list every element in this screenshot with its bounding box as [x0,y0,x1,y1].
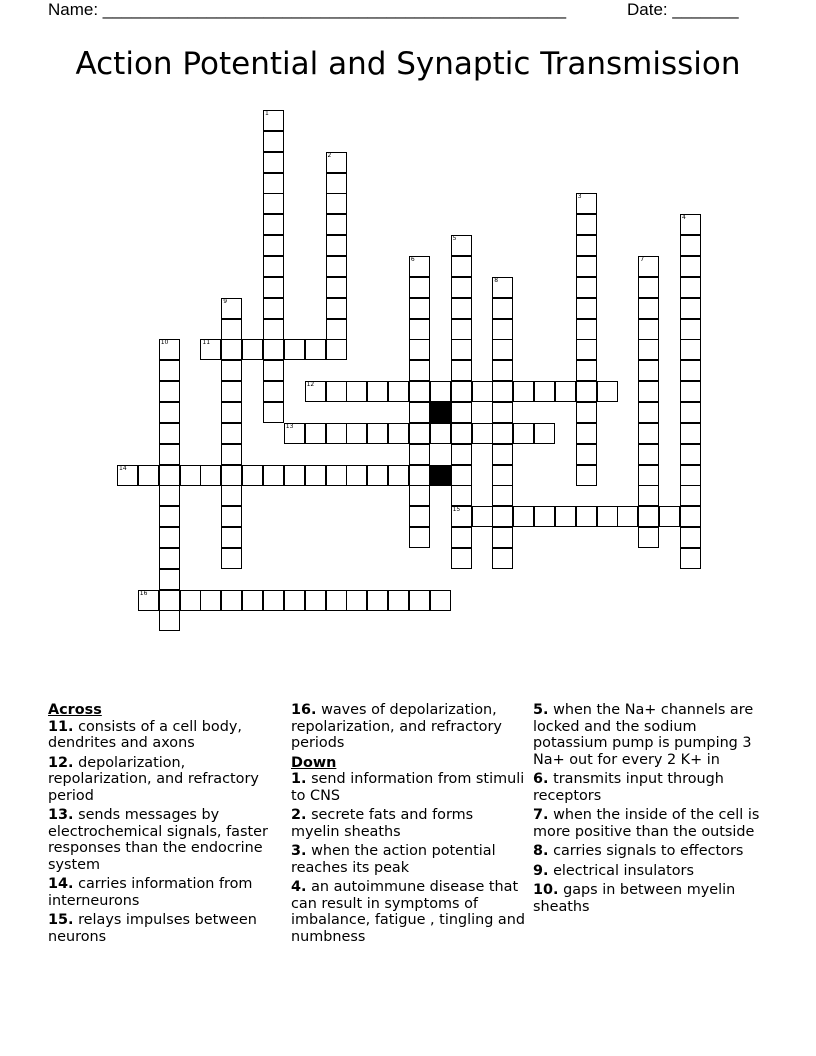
crossword-cell[interactable] [430,423,451,444]
across-clue-16 [291,702,525,752]
down-clue-5 [533,702,767,768]
crossword-cell[interactable] [263,152,284,173]
crossword-cell[interactable] [680,444,701,465]
crossword-cell[interactable] [409,277,430,298]
crossword-cell[interactable] [534,423,555,444]
crossword-cell[interactable] [451,527,472,548]
crossword-cell[interactable] [326,423,347,444]
clue-number-label: 7 [640,256,645,263]
crossword-cell[interactable] [305,465,326,486]
crossword-cell[interactable] [326,214,347,235]
clue-number-label: 2 [327,151,332,159]
clue-number: 14. [48,876,74,892]
crossword-cell[interactable] [534,381,555,402]
crossword-cell[interactable] [305,590,326,611]
crossword-cell[interactable] [576,214,597,235]
crossword-cell[interactable] [221,381,242,402]
crossword-cell[interactable] [221,444,242,465]
crossword-cell[interactable] [492,485,513,506]
crossword-cell[interactable] [159,339,180,360]
crossword-cell[interactable] [451,256,472,277]
crossword-cell[interactable] [638,465,659,486]
clue-number: 12. [48,754,74,771]
crossword-cell[interactable] [451,506,472,527]
crossword-block [430,465,451,486]
crossword-cell[interactable] [680,298,701,319]
crossword-cell[interactable] [451,465,472,486]
crossword-cell[interactable] [326,381,347,402]
clue-text: secrete fats and forms myelin sheaths [291,807,474,840]
clue-text: when the action potential reaches its peak [291,843,496,876]
crossword-cell[interactable] [346,465,367,486]
crossword-cell[interactable] [159,527,180,548]
across-clue-11 [48,719,282,752]
crossword-cell[interactable] [513,506,534,527]
crossword-cell[interactable] [409,485,430,506]
clue-number-label: 11 [202,339,211,347]
crossword-cell[interactable] [388,465,409,486]
crossword-cell[interactable] [659,506,680,527]
down-clue-8 [533,843,767,860]
crossword-cell[interactable] [221,506,242,527]
crossword-cell[interactable] [492,277,513,298]
crossword-cell[interactable] [576,360,597,381]
clue-number-label: 14 [119,464,127,472]
crossword-cell[interactable] [409,465,430,486]
crossword-cell[interactable] [305,423,326,444]
crossword-cell[interactable] [680,360,701,381]
clue-number: 15. [48,912,74,928]
crossword-cell[interactable] [492,506,513,527]
crossword-cell[interactable] [409,360,430,381]
crossword-cell[interactable] [326,152,347,173]
crossword-cell[interactable] [263,173,284,194]
clue-number: 16. [291,702,317,718]
crossword-cell[interactable] [576,319,597,340]
down-clue-9 [533,863,767,880]
crossword-cell[interactable] [680,277,701,298]
clue-number: 3. [291,843,307,859]
crossword-cell[interactable] [492,423,513,444]
clue-text: consists of a cell body, dendrites and axons [48,718,242,751]
crossword-cell[interactable] [263,465,284,486]
crossword-cell[interactable] [680,548,701,569]
crossword-cell[interactable] [492,298,513,319]
crossword-cell[interactable] [492,381,513,402]
crossword-cell[interactable] [513,423,534,444]
clue-number-label: 1 [265,110,269,117]
crossword-cell[interactable] [263,131,284,152]
crossword-cell[interactable] [680,381,701,402]
clue-number: 10. [533,882,559,898]
clue-text: when the inside of the cell is more positive than the outside [533,807,760,840]
crossword-cell[interactable] [221,339,242,360]
crossword-cell[interactable] [284,423,305,444]
crossword-cell[interactable] [242,465,263,486]
crossword-cell[interactable] [263,256,284,277]
down-clue-3 [291,843,525,876]
crossword-cell[interactable] [159,444,180,465]
crossword-cell[interactable] [597,506,618,527]
clue-number-label: 8 [494,276,499,284]
clue-text: sends messages by electrochemical signals, faster responses than the endocrine system [48,807,268,873]
crossword-cell[interactable] [492,465,513,486]
clue-text: carries signals to effectors [553,843,744,859]
crossword-cell[interactable] [576,277,597,298]
crossword-cell[interactable] [430,590,451,611]
crossword-cell[interactable] [180,465,201,486]
crossword-cell[interactable] [117,465,138,486]
crossword-cell[interactable] [534,506,555,527]
clue-number-label: 10 [160,339,169,347]
crossword-cell[interactable] [409,402,430,423]
crossword-cell[interactable] [576,465,597,486]
crossword-cell[interactable] [200,339,221,360]
clue-number: 7. [533,807,549,823]
crossword-cell[interactable] [326,256,347,277]
crossword-cell[interactable] [242,590,263,611]
crossword-cell[interactable] [284,339,305,360]
crossword-cell[interactable] [200,590,221,611]
crossword-cell[interactable] [576,193,597,214]
crossword-cell[interactable] [367,465,388,486]
clue-number-label: 3 [577,193,582,201]
crossword-cell[interactable] [451,485,472,506]
crossword-cell[interactable] [409,381,430,402]
crossword-cell[interactable] [638,506,659,527]
crossword-cell[interactable] [451,277,472,298]
crossword-cell[interactable] [159,590,180,611]
clue-number: 11. [48,718,74,735]
clue-number-label: 4 [682,214,686,222]
crossword-cell[interactable] [638,444,659,465]
crossword-cell[interactable] [159,569,180,590]
crossword-cell[interactable] [680,214,701,235]
crossword-cell[interactable] [263,193,284,214]
crossword-cell[interactable] [221,423,242,444]
crossword-cell[interactable] [221,590,242,611]
crossword-cell[interactable] [221,319,242,340]
crossword-cell[interactable] [263,319,284,340]
crossword-cell[interactable] [680,402,701,423]
crossword-cell[interactable] [576,444,597,465]
crossword-cell[interactable] [576,256,597,277]
crossword-cell[interactable] [346,381,367,402]
crossword-cell[interactable] [513,381,534,402]
name-field-label: Name: _________________________________________________ [48,0,567,19]
crossword-cell[interactable] [221,465,242,486]
crossword-cell[interactable] [638,256,659,277]
across-clue-13 [48,807,282,873]
crossword-cell[interactable] [326,277,347,298]
crossword-cell[interactable] [326,319,347,340]
crossword-cell[interactable] [472,423,493,444]
clue-text: relays impulses between neurons [48,912,257,945]
crossword-cell[interactable] [409,298,430,319]
clue-number-label: 5 [452,235,457,243]
crossword-cell[interactable] [472,381,493,402]
crossword-cell[interactable] [409,506,430,527]
crossword-cell[interactable] [221,548,242,569]
crossword-cell[interactable] [263,590,284,611]
crossword-cell[interactable] [388,423,409,444]
crossword-cell[interactable] [638,527,659,548]
down-clue-1 [291,771,525,804]
down-heading: Down [291,754,337,771]
across-heading: Across [48,702,102,718]
crossword-cell[interactable] [409,256,430,277]
crossword-cell[interactable] [576,235,597,256]
crossword-cell[interactable] [680,319,701,340]
crossword-cell[interactable] [409,423,430,444]
crossword-cell[interactable] [451,235,472,256]
crossword-cell[interactable] [680,339,701,360]
crossword-cell[interactable] [638,298,659,319]
crossword-cell[interactable] [638,339,659,360]
crossword-cell[interactable] [367,423,388,444]
down-clue-2 [291,807,525,840]
crossword-cell[interactable] [409,319,430,340]
crossword-cell[interactable] [326,235,347,256]
crossword-cell[interactable] [451,423,472,444]
clue-text: send information from stimuli to CNS [291,771,525,804]
clue-number-label: 15 [452,506,461,514]
clues-column-1 [48,702,282,948]
clue-number: 6. [533,771,549,787]
crossword-cell[interactable] [159,381,180,402]
crossword-cell[interactable] [576,298,597,319]
crossword-cell[interactable] [409,339,430,360]
crossword-cell[interactable] [492,444,513,465]
down-clue-10 [533,882,767,915]
clue-number: 9. [533,862,549,879]
crossword-cell[interactable] [159,610,180,631]
clue-number-label: 6 [410,256,415,263]
crossword-cell[interactable] [159,485,180,506]
crossword-cell[interactable] [680,527,701,548]
clue-number-label: 16 [139,589,148,597]
crossword-cell[interactable] [326,590,347,611]
crossword-cell[interactable] [367,381,388,402]
crossword-cell[interactable] [263,214,284,235]
crossword-cell[interactable] [326,193,347,214]
crossword-cell[interactable] [263,360,284,381]
clue-number-label: 9 [223,297,228,305]
crossword-cell[interactable] [221,402,242,423]
clue-text: electrical insulators [553,862,694,879]
crossword-cell[interactable] [388,590,409,611]
crossword-cell[interactable] [638,423,659,444]
crossword-cell[interactable] [159,402,180,423]
across-clue-15 [48,912,282,945]
crossword-cell[interactable] [367,590,388,611]
clue-text: when the Na+ channels are locked and the sodium potassium pump is pumping 3 Na+ out for every 2 K+ in [533,702,754,768]
crossword-cell[interactable] [221,298,242,319]
crossword-cell[interactable] [576,423,597,444]
crossword-cell[interactable] [576,402,597,423]
crossword-cell[interactable] [159,506,180,527]
down-clue-4 [291,879,525,945]
clue-number: 8. [533,843,549,859]
crossword-cell[interactable] [305,339,326,360]
crossword-cell[interactable] [638,277,659,298]
crossword-cell[interactable] [159,360,180,381]
crossword-cell[interactable] [492,339,513,360]
crossword-cell[interactable] [451,319,472,340]
crossword-cell[interactable] [409,590,430,611]
clue-text: transmits input through receptors [533,771,724,804]
page-title: Action Potential and Synaptic Transmission [75,46,741,82]
crossword-cell[interactable] [451,548,472,569]
clue-text: depolarization, repolarization, and refractory period [48,754,259,804]
crossword-cell[interactable] [159,548,180,569]
crossword-cell[interactable] [346,590,367,611]
crossword-block [430,402,451,423]
crossword-cell[interactable] [451,339,472,360]
crossword-cell[interactable] [617,506,638,527]
crossword-cell[interactable] [680,256,701,277]
crossword-cell[interactable] [680,235,701,256]
crossword-cell[interactable] [638,360,659,381]
crossword-cell[interactable] [200,465,221,486]
crossword-cell[interactable] [263,402,284,423]
crossword-cell[interactable] [492,319,513,340]
crossword-cell[interactable] [597,381,618,402]
crossword-cell[interactable] [263,277,284,298]
crossword-cell[interactable] [638,381,659,402]
clue-number: 13. [48,807,74,823]
crossword-cell[interactable] [638,485,659,506]
clue-number: 5. [533,702,549,718]
across-clue-14 [48,876,282,909]
crossword-cell[interactable] [492,360,513,381]
crossword-cell[interactable] [159,423,180,444]
crossword-cell[interactable] [326,298,347,319]
crossword-cell[interactable] [221,360,242,381]
crossword-cell[interactable] [680,423,701,444]
clue-number: 1. [291,771,307,787]
clues-column-2 [291,702,525,948]
crossword-cell[interactable] [451,444,472,465]
crossword-cell[interactable] [263,381,284,402]
crossword-cell[interactable] [263,110,284,131]
crossword-cell[interactable] [305,381,326,402]
crossword-cell[interactable] [221,527,242,548]
crossword-cell[interactable] [472,506,493,527]
crossword-cell[interactable] [680,465,701,486]
crossword-cell[interactable] [576,506,597,527]
crossword-cell[interactable] [680,485,701,506]
crossword-cell[interactable] [326,339,347,360]
crossword-cell[interactable] [284,465,305,486]
clue-text: an autoimmune disease that can result in symptoms of imbalance, fatigue , tingling and numbness [291,879,525,945]
crossword-cell[interactable] [638,319,659,340]
crossword-cell[interactable] [388,381,409,402]
crossword-cell[interactable] [326,465,347,486]
crossword-cell[interactable] [138,465,159,486]
crossword-cell[interactable] [138,590,159,611]
crossword-cell[interactable] [221,485,242,506]
crossword-cell[interactable] [492,527,513,548]
crossword-cell[interactable] [159,465,180,486]
clue-text: carries information from interneurons [48,876,253,909]
clue-text: waves of depolarization, repolarization, and refractory periods [291,702,502,751]
crossword-cell[interactable] [451,381,472,402]
crossword-cell[interactable] [284,590,305,611]
crossword-cell[interactable] [430,381,451,402]
clue-number: 4. [291,879,307,895]
clue-text: gaps in between myelin sheaths [533,882,736,915]
crossword-cell[interactable] [680,506,701,527]
crossword-cell[interactable] [576,381,597,402]
crossword-cell[interactable] [492,548,513,569]
crossword-cell[interactable] [555,506,576,527]
crossword-cell[interactable] [242,339,263,360]
date-field-label: Date: _______ [627,0,739,19]
clue-number-label: 13 [285,422,294,430]
crossword-cell[interactable] [638,402,659,423]
crossword-cell[interactable] [409,444,430,465]
crossword-cell[interactable] [263,235,284,256]
down-clue-7 [533,807,767,840]
clue-number-label: 12 [306,381,315,389]
crossword-cell[interactable] [451,360,472,381]
clue-number: 2. [291,807,307,823]
crossword-cell[interactable] [326,173,347,194]
crossword-cell[interactable] [346,423,367,444]
crossword-cell[interactable] [576,339,597,360]
crossword-cell[interactable] [451,402,472,423]
crossword-cell[interactable] [263,298,284,319]
crossword-cell[interactable] [180,590,201,611]
across-clue-12 [48,755,282,805]
crossword-cell[interactable] [409,527,430,548]
clues-column-3 [533,702,767,918]
crossword-cell[interactable] [451,298,472,319]
crossword-cell[interactable] [492,402,513,423]
down-clue-6 [533,771,767,804]
crossword-cell[interactable] [263,339,284,360]
crossword-cell[interactable] [555,381,576,402]
